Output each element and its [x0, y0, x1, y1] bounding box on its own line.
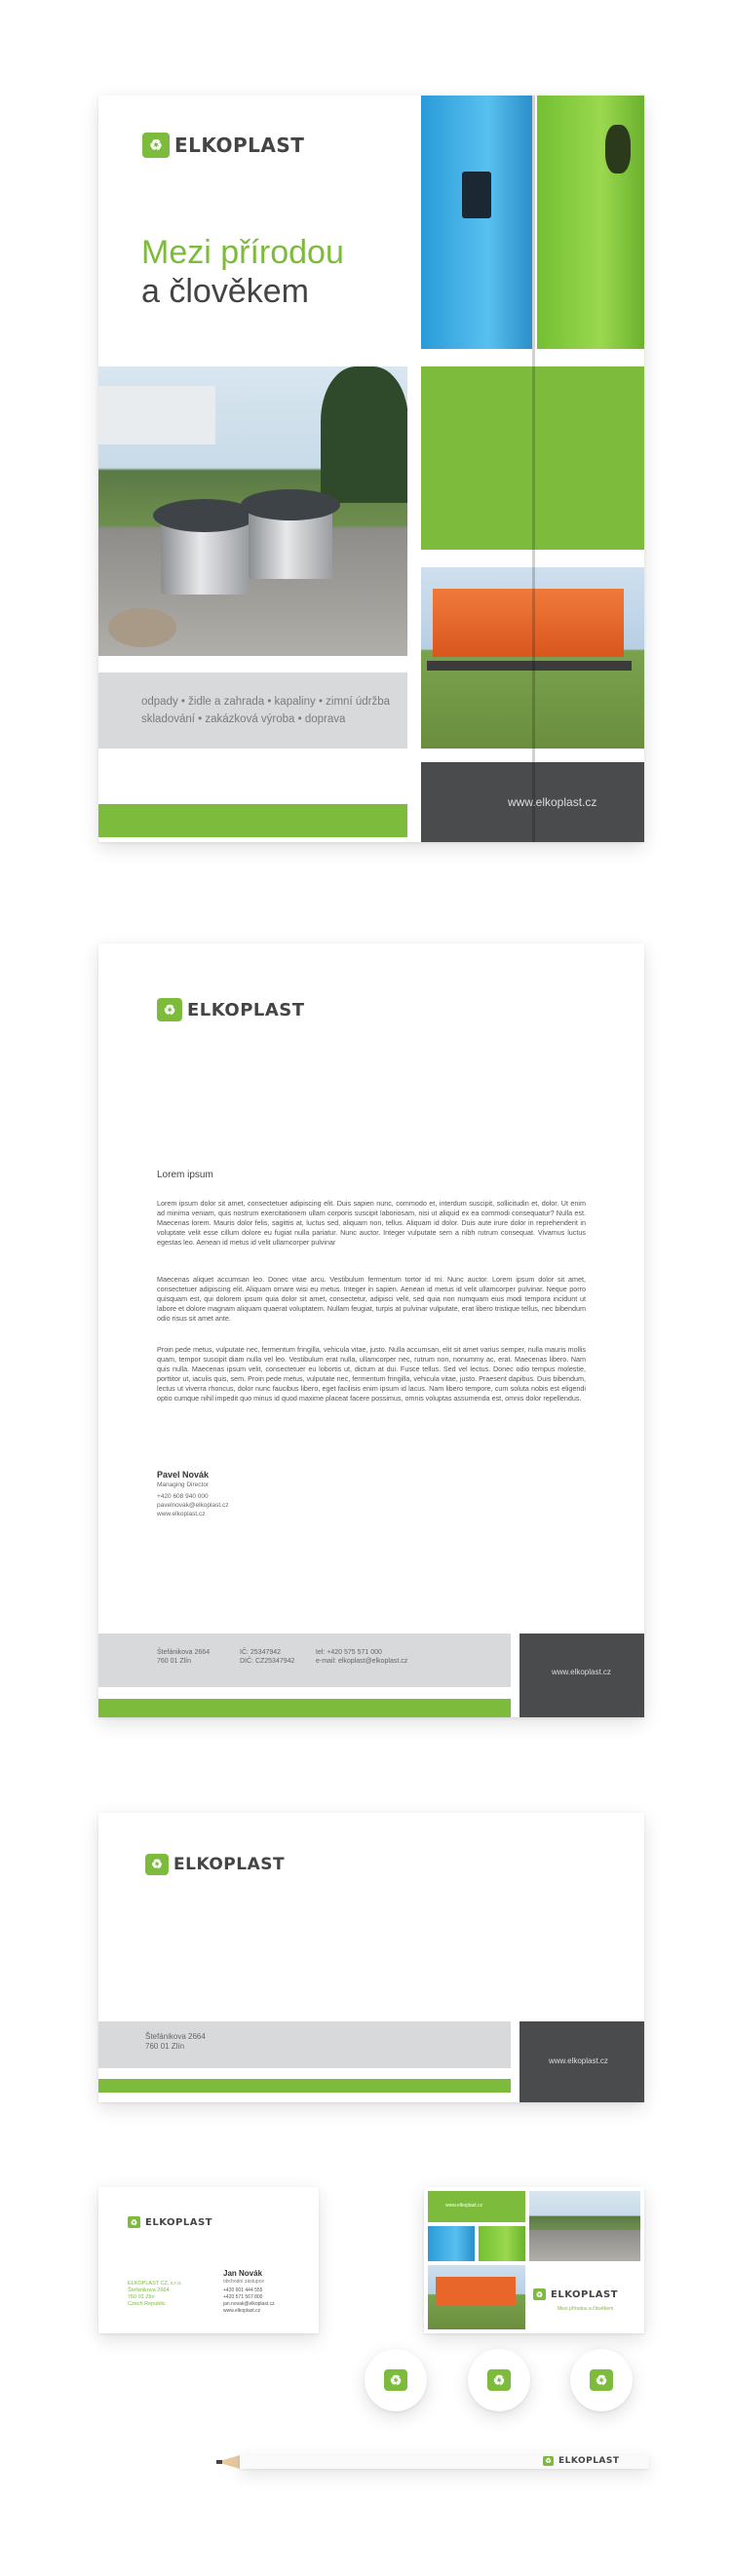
recycle-icon: ♻: [533, 2288, 546, 2300]
envelope-website: www.elkoplast.cz: [549, 2057, 608, 2065]
envelope-green-bar: [98, 2079, 511, 2093]
letterhead-logo-text: ELKOPLAST: [187, 999, 305, 1020]
brochure-logo: [142, 133, 304, 158]
recycle-icon: ♻: [157, 998, 182, 1021]
brochure-title-line1: Mezi přírodou: [141, 234, 344, 271]
footer-email: e-mail: elkoplast@elkoplast.cz: [316, 1658, 408, 1665]
signer-email: pavelnovak@elkoplast.cz: [157, 1502, 229, 1509]
brochure-photo-lime-container: [537, 96, 644, 349]
tree-shape: [321, 366, 407, 503]
recycle-icon: ♻: [590, 2369, 613, 2391]
card-company-line-4: Czech Republic: [128, 2301, 166, 2307]
brochure: [98, 96, 644, 842]
business-card-back: [424, 2187, 644, 2333]
brochure-title-line2: a člověkem: [141, 273, 309, 310]
signer-phone: +420 608 940 000: [157, 1493, 209, 1500]
card-company-line-1: ELKOPLAST CZ, s.r.o.: [128, 2281, 182, 2287]
business-card-front: [98, 2187, 319, 2333]
envelope: [98, 1813, 644, 2102]
card-logo-text: ELKOPLAST: [145, 2216, 212, 2228]
truck-container: [433, 589, 624, 657]
recycle-icon: ♻: [487, 2369, 511, 2391]
brochure-photo-blue-container: [421, 96, 532, 349]
letterhead-green-bar: [98, 1699, 511, 1717]
card-back-photo-truck: [428, 2265, 525, 2329]
letter-greeting: Lorem ipsum: [157, 1170, 213, 1180]
footer-dic: DIČ: CZ25347942: [240, 1658, 295, 1665]
brochure-photo-underground-bins: [98, 366, 407, 656]
footer-address-1: Štefánikova 2664: [157, 1649, 211, 1656]
signer-title: Managing Director: [157, 1481, 210, 1488]
envelope-logo: [145, 1854, 285, 1875]
recycle-icon: ♻: [142, 133, 170, 158]
card-contact-1: +420 601 444 555: [223, 2288, 263, 2293]
recycle-icon: ♻: [145, 1854, 169, 1875]
rock-shape: [108, 608, 176, 647]
footer-ic: IČ: 25347942: [240, 1649, 282, 1656]
card-back-tagline: Mezi přírodou a člověkem: [558, 2306, 614, 2312]
badge-3: [570, 2349, 633, 2411]
brochure-green-bar: [98, 804, 407, 837]
card-contact-3: jan.novak@elkoplast.cz: [223, 2301, 275, 2307]
card-contact-4: www.elkoplast.cz: [223, 2308, 261, 2314]
card-logo: [128, 2216, 212, 2228]
brochure-logo-text: ELKOPLAST: [174, 134, 305, 157]
pencil: [216, 2455, 649, 2469]
card-back-logo-text: ELKOPLAST: [551, 2288, 618, 2300]
pencil-lead: [216, 2460, 222, 2464]
letter-paragraph-1: Lorem ipsum dolor sit amet, consectetuer adipiscing elit. Duis sapien nunc, commodo et, interdum suscipit, sollicitudin et, dolor. Ut enim ad minima veniam, quis nostrum exercitationem ullam corporis suscipit laboriosam, nisi ut aliquid ex ea commodi consequatur? Nulla est. Maecenas lorem. Mauris dolor felis, sagittis at, luctus sed, aliquam non, tellus. Aliquam id dolor. Duis aute irure dolor in reprehenderit in voluptate velit esse cillum dolore eu fugiat nulla pariatur. Nunc auctor. Integer vulputate sem a nibh rutrum consequat. Vivamus luctus egestas leo. Aenean id metus id velit ullamcorper pulvinar: [157, 1199, 586, 1247]
recycle-icon: ♻: [543, 2456, 554, 2466]
brochure-fold-line: [532, 96, 535, 842]
letterhead: [98, 943, 644, 1717]
container-label: [462, 172, 491, 218]
recycle-icon: ♻: [384, 2369, 407, 2391]
pencil-logo: [543, 2456, 620, 2466]
footer-tel: tel: +420 575 571 000: [316, 1649, 382, 1656]
card-name: Jan Novák: [223, 2269, 263, 2278]
envelope-logo-text: ELKOPLAST: [173, 1855, 286, 1874]
brochure-website: www.elkoplast.cz: [508, 795, 597, 809]
brochure-tags-panel: [98, 673, 407, 749]
signer-web: www.elkoplast.cz: [157, 1511, 206, 1518]
letterhead-logo: [157, 998, 305, 1021]
truck-container: [436, 2277, 516, 2306]
envelope-address-1: Štefánikova 2664: [145, 2032, 206, 2041]
container-opening: [605, 125, 631, 173]
letter-paragraph-3: Proin pede metus, vulputate nec, fermentum fringilla, vehicula vitae, justo. Nulla accumsan, elit sit amet varius semper, nulla mauris mollis quam, tempor suscipit diam nulla vel leo. Vestibulum erat nulla, ullamcorper nec, rutrum non, nonummy ac, erat. Maecenas libero. Nam quis nulla. Maecenas ipsum velit, consectetuer eu lobortis ut, dictum at dui. Fusce tellus. Sed vel lectus. Donec odio tempus molestie, porttitor ut, iaculis quis, sem. Proin pede metus, vulputate nec, fermentum fringilla, vehicula vitae, justo. Praesent dapibus. Duis bibendum, lectus ut viverra rhoncus, dolor nunc faucibus libero, eget facilisis enim ipsum id lacus. Nam libero tempore, cum soluta nobis est eligendi optio cumque nihil impedit quo minus id quod maxime placeat facere possimus, omnis voluptas assumenda est, omnis dolor repellendus.: [157, 1345, 586, 1403]
truck-frame: [427, 661, 632, 671]
building-shape: [98, 386, 215, 444]
badge-1: [365, 2349, 427, 2411]
card-back-photo-bins: [529, 2191, 640, 2261]
card-company-line-3: 760 01 Zlín: [128, 2294, 155, 2300]
card-back-photo-blue: [428, 2226, 475, 2261]
card-role: obchodní zástupce: [223, 2279, 264, 2285]
pencil-logo-text: ELKOPLAST: [558, 2456, 620, 2466]
brochure-tags-line1: odpady • židle a zahrada • kapaliny • zimní údržba: [141, 696, 390, 708]
card-company-line-2: Štefánikova 2664: [128, 2288, 170, 2293]
letter-paragraph-2: Maecenas aliquet accumsan leo. Donec vitae arcu. Vestibulum fermentum tortor id mi. Nunc auctor. Lorem ipsum dolor sit amet, consectetuer adipiscing elit. Aliquam ornare wisi eu metus. Integer in sapien. Aenean id metus id velit ullamcorper pulvinar. Neque porro quisquam est, qui dolorem ipsum quia dolor sit amet, consectetur, adipisci velit, sed quia non numquam eius modi tempora incidunt ut labore et dolore magnam aliquam quaerat voluptatem. Nullam feugiat, turpis at pulvinar vulputate, erat libero tristique tellus, nec bibendum odio risus sit amet ante.: [157, 1275, 586, 1323]
footer-address-2: 760 01 Zlín: [157, 1658, 192, 1665]
envelope-address-2: 760 01 Zlín: [145, 2042, 185, 2051]
letterhead-website: www.elkoplast.cz: [552, 1668, 611, 1676]
card-back-logo: [533, 2288, 618, 2300]
card-contact-2: +420 571 567 800: [223, 2294, 263, 2300]
brochure-tags-line2: skladování • zakázková výroba • doprava: [141, 713, 346, 725]
badge-2: [468, 2349, 530, 2411]
bin-lid-right: [241, 489, 340, 520]
signer-name: Pavel Novák: [157, 1470, 210, 1480]
card-back-website: www.elkoplast.cz: [445, 2203, 483, 2209]
card-back-photo-lime: [479, 2226, 525, 2261]
recycle-icon: ♻: [128, 2216, 140, 2228]
